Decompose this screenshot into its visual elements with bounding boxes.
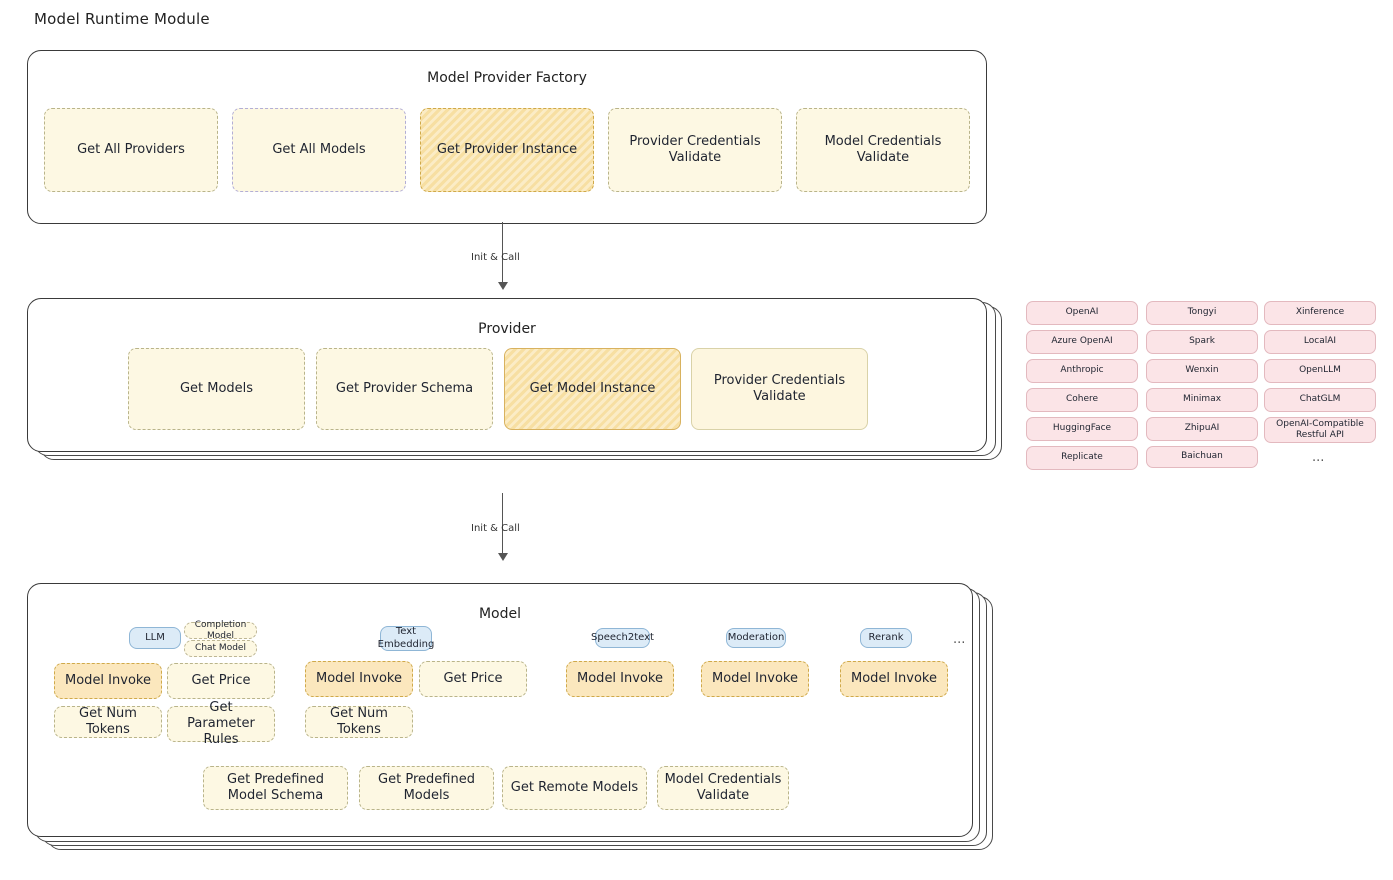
factory-node-get-provider-instance[interactable]: Get Provider Instance <box>420 108 594 192</box>
common-op-get-remote-models[interactable]: Get Remote Models <box>502 766 647 810</box>
provider-node-get-provider-schema[interactable]: Get Provider Schema <box>316 348 493 430</box>
provider-chip-replicate[interactable]: Replicate <box>1026 446 1138 470</box>
speech2text-op-model-invoke[interactable]: Model Invoke <box>566 661 674 697</box>
llm-op-get-num-tokens[interactable]: Get Num Tokens <box>54 706 162 738</box>
provider-chip-openllm[interactable]: OpenLLM <box>1264 359 1376 383</box>
common-op-get-predefined-models[interactable]: Get Predefined Models <box>359 766 494 810</box>
provider-title: Provider <box>478 321 536 337</box>
embedding-op-model-invoke[interactable]: Model Invoke <box>305 661 413 697</box>
provider-chip-azure-openai[interactable]: Azure OpenAI <box>1026 330 1138 354</box>
llm-op-get-parameter-rules[interactable]: Get Parameter Rules <box>167 706 275 742</box>
llm-op-get-price[interactable]: Get Price <box>167 663 275 699</box>
provider-chip-spark[interactable]: Spark <box>1146 330 1258 354</box>
provider-chip-cohere[interactable]: Cohere <box>1026 388 1138 412</box>
model-provider-factory-title: Model Provider Factory <box>427 70 587 86</box>
arrow-provider-to-model-label: Init & Call <box>471 523 520 534</box>
provider-node-provider-credentials-validate[interactable]: Provider Credentials Validate <box>691 348 868 430</box>
factory-node-get-all-providers[interactable]: Get All Providers <box>44 108 218 192</box>
common-op-model-credentials-validate[interactable]: Model Credentials Validate <box>657 766 789 810</box>
model-type-speech2text[interactable]: Speech2text <box>595 628 650 648</box>
common-op-get-predefined-model-schema[interactable]: Get Predefined Model Schema <box>203 766 348 810</box>
provider-chip-openai-compatible-restful-api[interactable]: OpenAI-Compatible Restful API <box>1264 417 1376 443</box>
arrow-factory-to-provider-label: Init & Call <box>471 252 520 263</box>
provider-chip-baichuan[interactable]: Baichuan <box>1146 446 1258 468</box>
model-type-text-embedding[interactable]: Text Embedding <box>377 626 435 650</box>
model-title: Model <box>478 606 522 622</box>
rerank-op-model-invoke[interactable]: Model Invoke <box>840 661 948 697</box>
provider-chip-tongyi[interactable]: Tongyi <box>1146 301 1258 325</box>
provider-list-more: ... <box>1312 450 1325 465</box>
model-type-moderation[interactable]: Moderation <box>726 628 786 648</box>
provider-node-get-model-instance[interactable]: Get Model Instance <box>504 348 681 430</box>
model-type-llm[interactable]: LLM <box>129 627 181 649</box>
embedding-op-get-num-tokens[interactable]: Get Num Tokens <box>305 706 413 738</box>
model-type-llm-sub-completion[interactable]: Completion Model <box>184 622 257 639</box>
embedding-op-get-price[interactable]: Get Price <box>419 661 527 697</box>
provider-chip-openai[interactable]: OpenAI <box>1026 301 1138 325</box>
provider-node-get-models[interactable]: Get Models <box>128 348 305 430</box>
llm-op-model-invoke[interactable]: Model Invoke <box>54 663 162 699</box>
model-type-llm-sub-chat[interactable]: Chat Model <box>184 640 257 657</box>
provider-chip-chatglm[interactable]: ChatGLM <box>1264 388 1376 412</box>
provider-chip-zhipuai[interactable]: ZhipuAI <box>1146 417 1258 441</box>
model-types-more: ... <box>953 632 966 647</box>
arrow-factory-to-provider-head <box>498 282 508 290</box>
model-type-rerank[interactable]: Rerank <box>860 628 912 648</box>
provider-chip-localai[interactable]: LocalAI <box>1264 330 1376 354</box>
provider-chip-wenxin[interactable]: Wenxin <box>1146 359 1258 383</box>
provider-chip-xinference[interactable]: Xinference <box>1264 301 1376 325</box>
provider-chip-anthropic[interactable]: Anthropic <box>1026 359 1138 383</box>
factory-node-provider-credentials-validate[interactable]: Provider Credentials Validate <box>608 108 782 192</box>
factory-node-model-credentials-validate[interactable]: Model Credentials Validate <box>796 108 970 192</box>
page-title: Model Runtime Module <box>34 10 210 28</box>
factory-node-get-all-models[interactable]: Get All Models <box>232 108 406 192</box>
provider-chip-minimax[interactable]: Minimax <box>1146 388 1258 412</box>
arrow-provider-to-model-head <box>498 553 508 561</box>
provider-chip-huggingface[interactable]: HuggingFace <box>1026 417 1138 441</box>
moderation-op-model-invoke[interactable]: Model Invoke <box>701 661 809 697</box>
